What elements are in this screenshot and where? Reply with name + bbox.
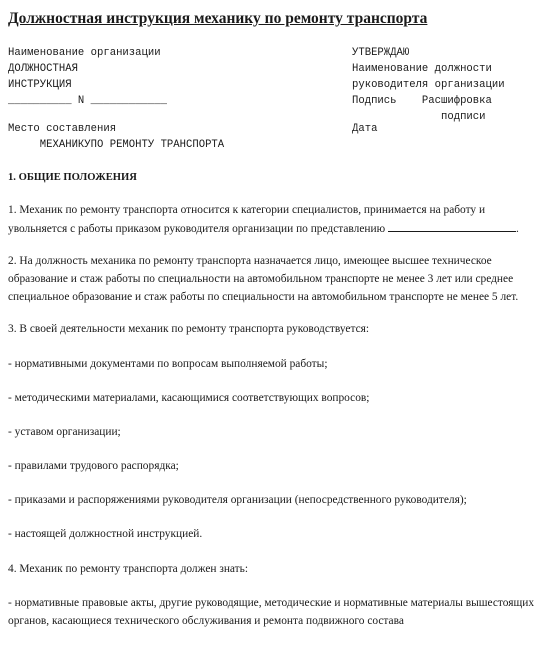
list-item: - приказами и распоряжениями руководителя организации (непосредственного руководителя);	[8, 494, 467, 506]
approval-block: УТВЕРЖДАЮ Наименование должности руководителя организации Подпись Расшифровка подписи	[352, 47, 505, 123]
date-label: Дата	[352, 123, 378, 135]
paragraph-3: 3. В своей деятельности механик по ремонту транспорта руководствуется:	[8, 323, 370, 335]
paragraph-1-text: 1. Механик по ремонту транспорта относится к категории специалистов, принимается на работу и увольняется с работы приказом руководителя организации по представлению	[8, 204, 486, 235]
section-title: 1. ОБЩИЕ ПОЛОЖЕНИЯ	[8, 172, 137, 183]
paragraph-2: 2. На должность механика по ремонту транспорта назначается лицо, имеющее высшее техническое образование и стаж работы по специальности на автомобильном транспорте не менее 3 лет или среднее специальное образование и стаж работы по специальности на автомобильном транспорте не менее 5 лет.	[8, 255, 519, 303]
list-item: - нормативными документами по вопросам выполняемой работы;	[8, 358, 328, 370]
paragraph-1-end: .	[515, 223, 519, 235]
paragraph-1	[8, 201, 538, 238]
list-item: - настоящей должностной инструкцией.	[8, 528, 203, 540]
list-item: - уставом организации;	[8, 426, 121, 438]
paragraph-4-item: - нормативные правовые акты, другие руководящие, методические и нормативные материалы вышестоящих органов, касающиеся технического обслуживания и ремонта подвижного состава	[8, 597, 535, 627]
paragraph-4: 4. Механик по ремонту транспорта должен знать:	[8, 563, 249, 575]
organization-header: Наименование организации ДОЛЖНОСТНАЯ ИНСТРУКЦИЯ __________ N ____________	[8, 47, 167, 107]
list-item: - правилами трудового распорядка;	[8, 460, 179, 472]
place-of-compilation: Место составления МЕХАНИКУПО РЕМОНТУ ТРАНСПОРТА	[8, 123, 225, 151]
blank-line	[388, 219, 516, 232]
list-item: - методическими материалами, касающимися соответствующих вопросов;	[8, 392, 370, 404]
document-title: Должностная инструкция механику по ремонту транспорта	[8, 10, 428, 27]
